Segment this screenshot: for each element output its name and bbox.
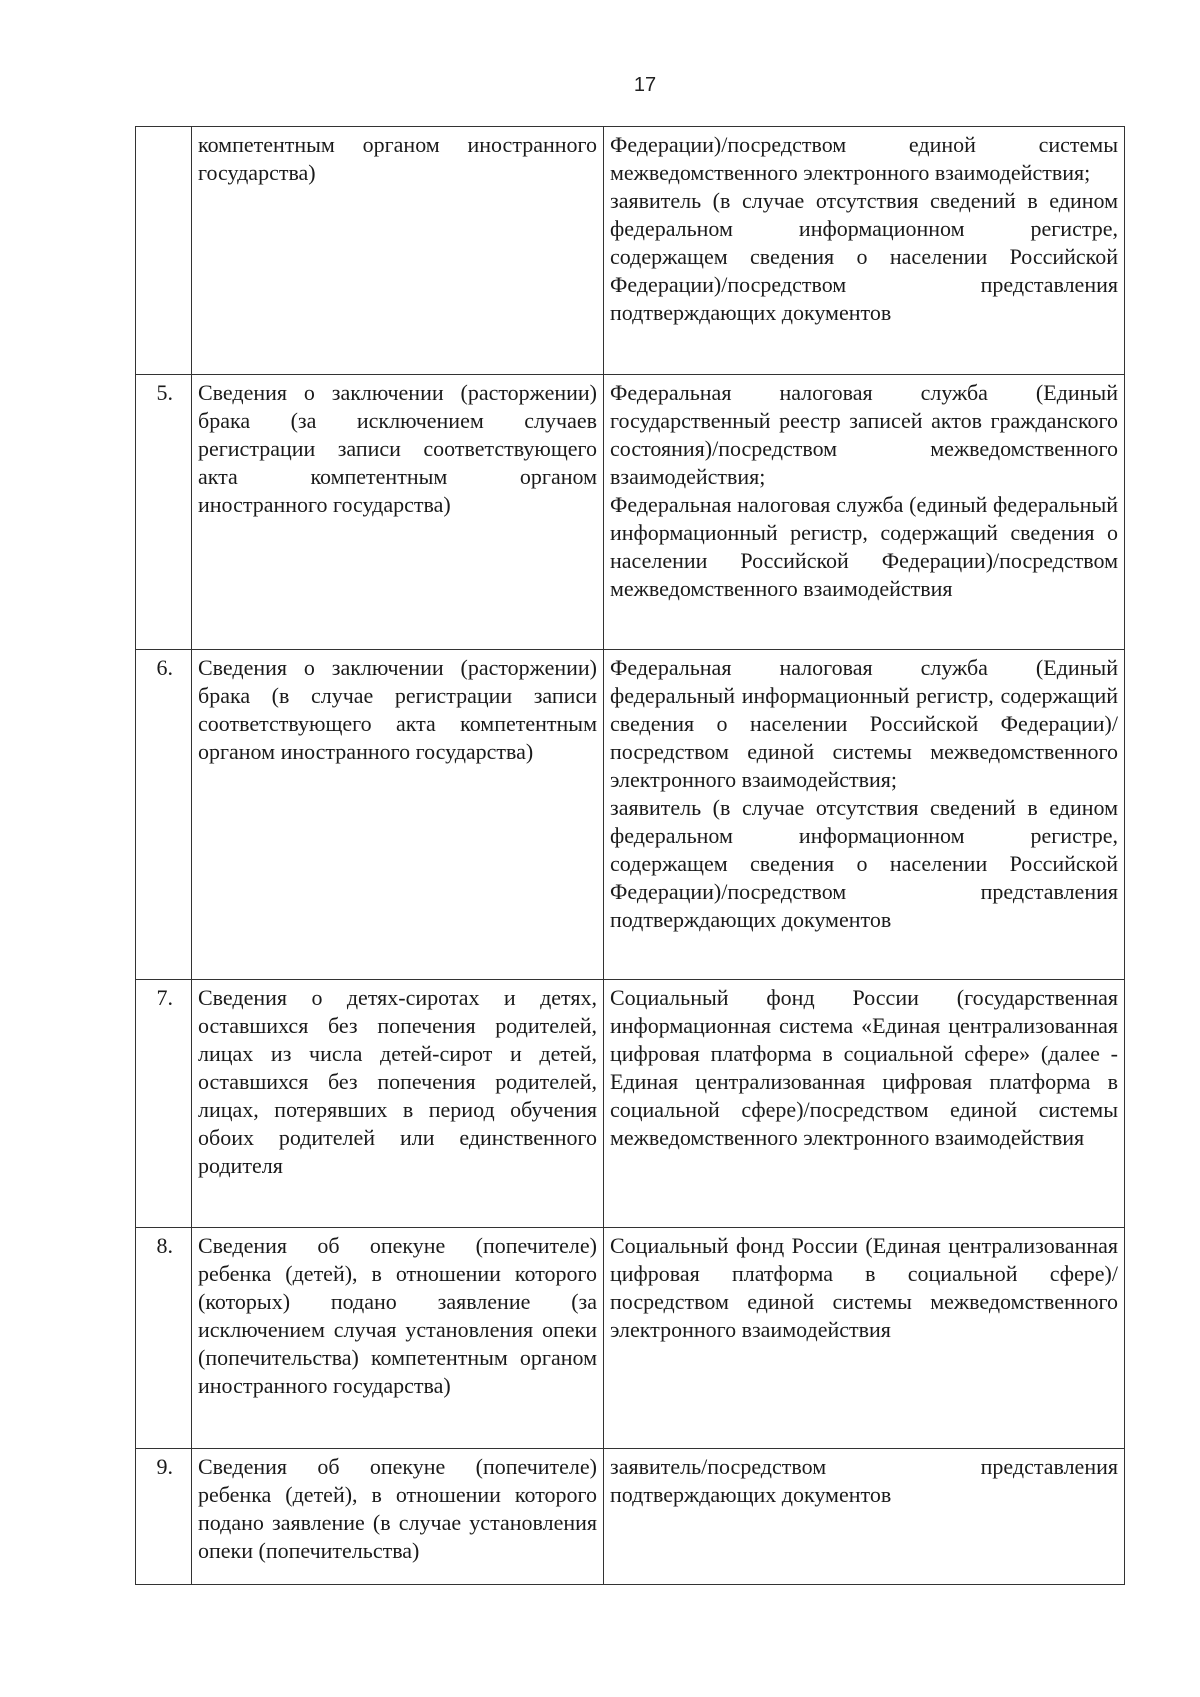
row-description: Сведения о детях-сиротах и детях, оставшихся без попечения родителей, лицах из числа детей-сирот и детей, оставшихся без попечения родителей, лицах, потерявших в период обучения обоих родителей или единственного родителя [192, 980, 604, 1228]
source-paragraph: Социальный фонд России (Единая централизованная цифровая платформа в социальной сфере)/посредством единой системы межведомственного электронного взаимодействия [610, 1233, 1118, 1342]
document-table [135, 126, 1125, 1585]
source-paragraph: Федерации)/посредством единой системы межведомственного электронного взаимодействия; [610, 132, 1118, 185]
row-sources [604, 1449, 1125, 1585]
row-number: 5. [136, 375, 192, 650]
row-sources [604, 980, 1125, 1228]
row-sources [604, 127, 1125, 375]
source-paragraph: заявитель (в случае отсутствия сведений в едином федеральном информационном регистре, содержащем сведения о населении Российской Федерации)/посредством представления подтверждающих документов [610, 188, 1118, 325]
table-row [136, 650, 1125, 980]
source-paragraph: заявитель (в случае отсутствия сведений в едином федеральном информационном регистре, содержащем сведения о населении Российской Федерации)/посредством представления подтверждающих документов [610, 795, 1118, 932]
row-description: Сведения об опекуне (попечителе) ребенка (детей), в отношении которого подано заявление (в случае установления опеки (попечительства) [192, 1449, 604, 1585]
row-number: 6. [136, 650, 192, 980]
row-sources [604, 375, 1125, 650]
page-number: 17 [633, 74, 657, 96]
row-number: 9. [136, 1449, 192, 1585]
table-row [136, 1228, 1125, 1449]
row-sources [604, 1228, 1125, 1449]
row-description: Сведения об опекуне (попечителе) ребенка (детей), в отношении которого (которых) подано заявление (за исключением случая установления опеки (попечительства) компетентным органом иностранного государства) [192, 1228, 604, 1449]
row-number [136, 127, 192, 375]
source-paragraph: Федеральная налоговая служба (единый федеральный информационный регистр, содержащий сведения о населении Российской Федерации)/посредством межведомственного взаимодействия [610, 492, 1118, 601]
row-description: Сведения о заключении (расторжении) брака (за исключением случаев регистрации записи соответствующего акта компетентным органом иностранного государства) [192, 375, 604, 650]
table-row [136, 1449, 1125, 1585]
table-row [136, 127, 1125, 375]
row-sources [604, 650, 1125, 980]
source-paragraph: Социальный фонд России (государственная информационная система «Единая централизованная цифровая платформа в социальной сфере» (далее - Единая централизованная цифровая платформа в социальной сфере)/посредством единой системы межведомственного электронного взаимодействия [610, 985, 1118, 1150]
row-description: Сведения о заключении (расторжении) брака (в случае регистрации записи соответствующего акта компетентным органом иностранного государства) [192, 650, 604, 980]
row-number: 8. [136, 1228, 192, 1449]
table-row [136, 375, 1125, 650]
table-row [136, 980, 1125, 1228]
row-description: компетентным органом иностранного государства) [192, 127, 604, 375]
source-paragraph: заявитель/посредством представления подтверждающих документов [610, 1454, 1118, 1507]
source-paragraph: Федеральная налоговая служба (Единый государственный реестр записей актов гражданского состояния)/посредством межведомственного взаимодействия; [610, 380, 1118, 489]
row-number: 7. [136, 980, 192, 1228]
source-paragraph: Федеральная налоговая служба (Единый федеральный информационный регистр, содержащий сведения о населении Российской Федерации)/посредством единой системы межведомственного электронного взаимодействия; [610, 655, 1118, 792]
